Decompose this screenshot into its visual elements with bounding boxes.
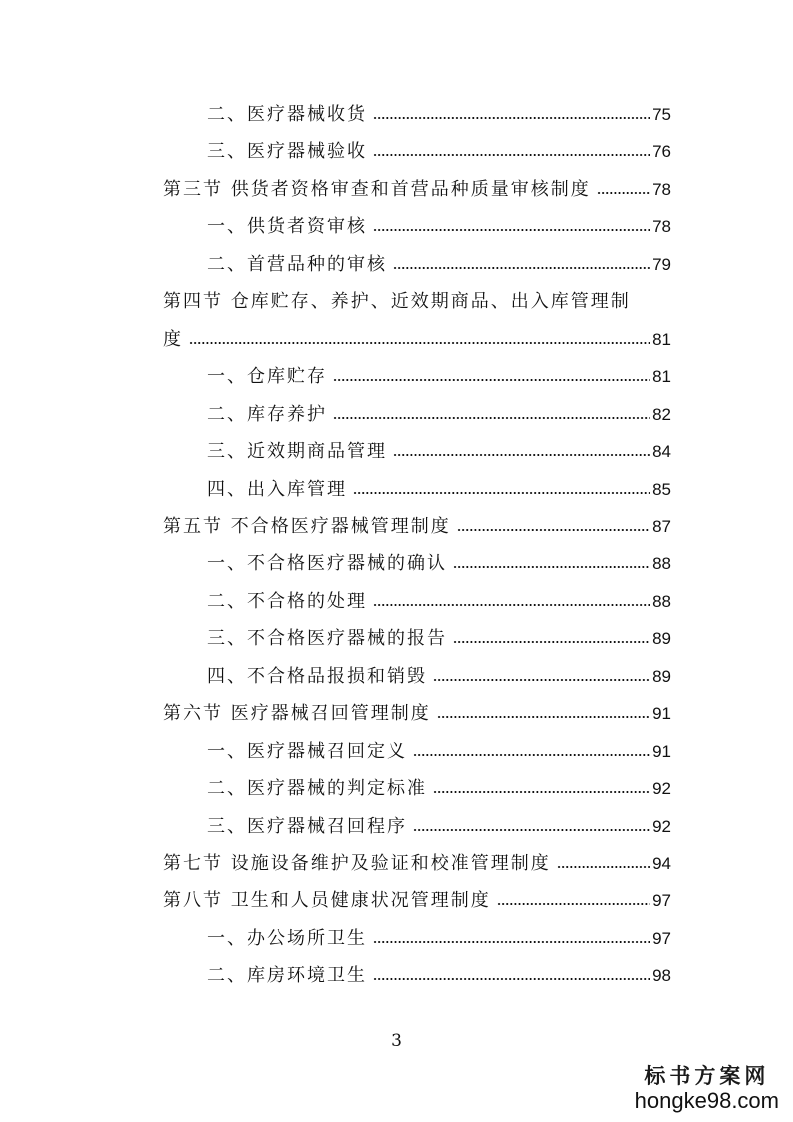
toc-entry[interactable] (163, 849, 671, 879)
toc-entry[interactable] (207, 362, 671, 392)
toc-entry-leader (373, 595, 650, 607)
toc-entry-leader (373, 969, 650, 981)
toc-entry[interactable] (163, 699, 671, 729)
toc-entry[interactable] (207, 100, 671, 130)
toc-entry-page: 89 (652, 666, 671, 686)
toc-entry[interactable] (207, 475, 671, 505)
toc-entry[interactable] (207, 400, 671, 430)
toc-entry-title: 四、出入库管理 (207, 478, 347, 500)
toc-entry-leader (597, 183, 650, 195)
toc-entry-leader (557, 857, 650, 869)
toc-entry-page: 88 (652, 591, 671, 611)
toc-entry-title: 四、不合格品报损和销毁 (207, 665, 427, 687)
page-number: 3 (391, 1031, 402, 1051)
toc-entry-leader (497, 894, 650, 906)
toc-entry[interactable] (207, 662, 671, 692)
toc-entry-title: 二、医疗器械收货 (207, 104, 367, 125)
toc-entry-leader (373, 108, 650, 120)
toc-entry-title: 第六节 医疗器械召回管理制度 (163, 703, 431, 725)
toc-entry-leader (413, 820, 650, 832)
toc-entry-leader (457, 520, 650, 532)
toc-entry-page: 97 (652, 891, 671, 911)
toc-entry-leader (373, 220, 650, 232)
toc-entry[interactable] (163, 325, 671, 355)
toc-entry-title: 第七节 设施设备维护及验证和校准管理制度 (163, 853, 551, 874)
toc-entry-leader (453, 557, 650, 569)
toc-entry-title: 一、供货者资审核 (207, 216, 367, 238)
toc-entry-title: 三、不合格医疗器械的报告 (207, 628, 447, 650)
toc-entry-page: 97 (652, 928, 671, 948)
toc-entry-title: 二、库存养护 (207, 403, 327, 425)
toc-entry[interactable] (207, 924, 671, 954)
toc-entry[interactable] (207, 961, 671, 991)
toc-entry-page: 89 (652, 629, 671, 649)
toc-entry-page: 84 (652, 442, 671, 462)
toc-entry-title: 第五节 不合格医疗器械管理制度 (163, 515, 451, 537)
toc-entry-title: 一、仓库贮存 (207, 366, 327, 388)
toc-entry-leader (353, 483, 650, 495)
toc-entry-title: 一、办公场所卫生 (207, 927, 367, 949)
toc-entry-title: 一、医疗器械召回定义 (207, 740, 407, 762)
toc-entry-leader (453, 632, 650, 644)
toc-entry-page: 81 (652, 329, 671, 349)
toc-entry-page: 76 (652, 142, 671, 162)
toc-entry-title: 第三节 供货者资格审查和首营品种质量审核制度 (163, 178, 591, 200)
toc-entry-title: 三、医疗器械召回程序 (207, 815, 407, 837)
toc-entry-page: 98 (652, 966, 671, 986)
toc-entry-leader (189, 333, 650, 345)
toc-entry-leader (437, 707, 650, 719)
watermark-logo (635, 1060, 779, 1114)
toc-entry-page: 85 (652, 479, 671, 499)
toc-entry-page: 82 (652, 404, 671, 424)
toc-entry[interactable] (207, 212, 671, 242)
toc-entry-title: 三、近效期商品管理 (207, 441, 387, 463)
toc-entry-leader (333, 408, 650, 420)
watermark-name: 标书方案网 (644, 1063, 770, 1088)
toc-entry-leader (413, 745, 650, 757)
toc-entry-page: 78 (652, 179, 671, 199)
toc-entry-title: 一、不合格医疗器械的确认 (207, 553, 447, 575)
toc-entry[interactable] (163, 175, 671, 205)
toc-entry-title: 二、医疗器械的判定标准 (207, 778, 427, 800)
toc-entry-leader (373, 932, 650, 944)
toc-entry-leader (373, 145, 650, 157)
toc-entry-page: 91 (652, 704, 671, 724)
toc-entry[interactable] (207, 587, 671, 617)
toc-entry-leader (393, 445, 650, 457)
toc-entry-leader (433, 782, 650, 794)
toc-entry-page: 87 (652, 516, 671, 536)
toc-entry-title: 度 (163, 328, 183, 350)
toc-entry-page: 79 (652, 254, 671, 274)
toc-entry-title: 二、库房环境卫生 (207, 965, 367, 987)
toc-entry[interactable] (207, 774, 671, 804)
toc-entry-title: 第四节 仓库贮存、养护、近效期商品、出入库管理制 (163, 291, 631, 313)
toc-entry[interactable] (163, 886, 671, 916)
toc-entry[interactable] (207, 624, 671, 654)
toc-entry[interactable] (163, 287, 631, 317)
toc-entry[interactable] (207, 250, 671, 280)
toc-entry-page: 92 (652, 779, 671, 799)
toc-entry-page: 88 (652, 554, 671, 574)
toc-entry-title: 二、首营品种的审核 (207, 253, 387, 275)
toc-entry-page: 81 (652, 367, 671, 387)
toc-entry-title: 二、不合格的处理 (207, 590, 367, 612)
toc-entry-leader (333, 370, 650, 382)
toc-entry[interactable] (207, 737, 671, 767)
toc-entry[interactable] (207, 549, 671, 579)
toc-entry[interactable] (163, 512, 671, 542)
toc-entry[interactable] (207, 812, 671, 842)
toc-entry[interactable] (207, 437, 671, 467)
toc-entry-page: 91 (652, 741, 671, 761)
toc-entry[interactable] (207, 137, 671, 167)
toc-entry-title: 第八节 卫生和人员健康状况管理制度 (163, 890, 491, 912)
toc-entry-page: 78 (652, 217, 671, 237)
toc-entry-leader (393, 258, 650, 270)
toc-entry-page: 75 (652, 105, 671, 124)
watermark-url: hongke98.com (634, 1088, 779, 1113)
toc-entry-title: 三、医疗器械验收 (207, 141, 367, 163)
toc-entry-page: 94 (652, 854, 671, 873)
toc-entry-leader (433, 670, 650, 682)
toc-entry-page: 92 (652, 816, 671, 836)
